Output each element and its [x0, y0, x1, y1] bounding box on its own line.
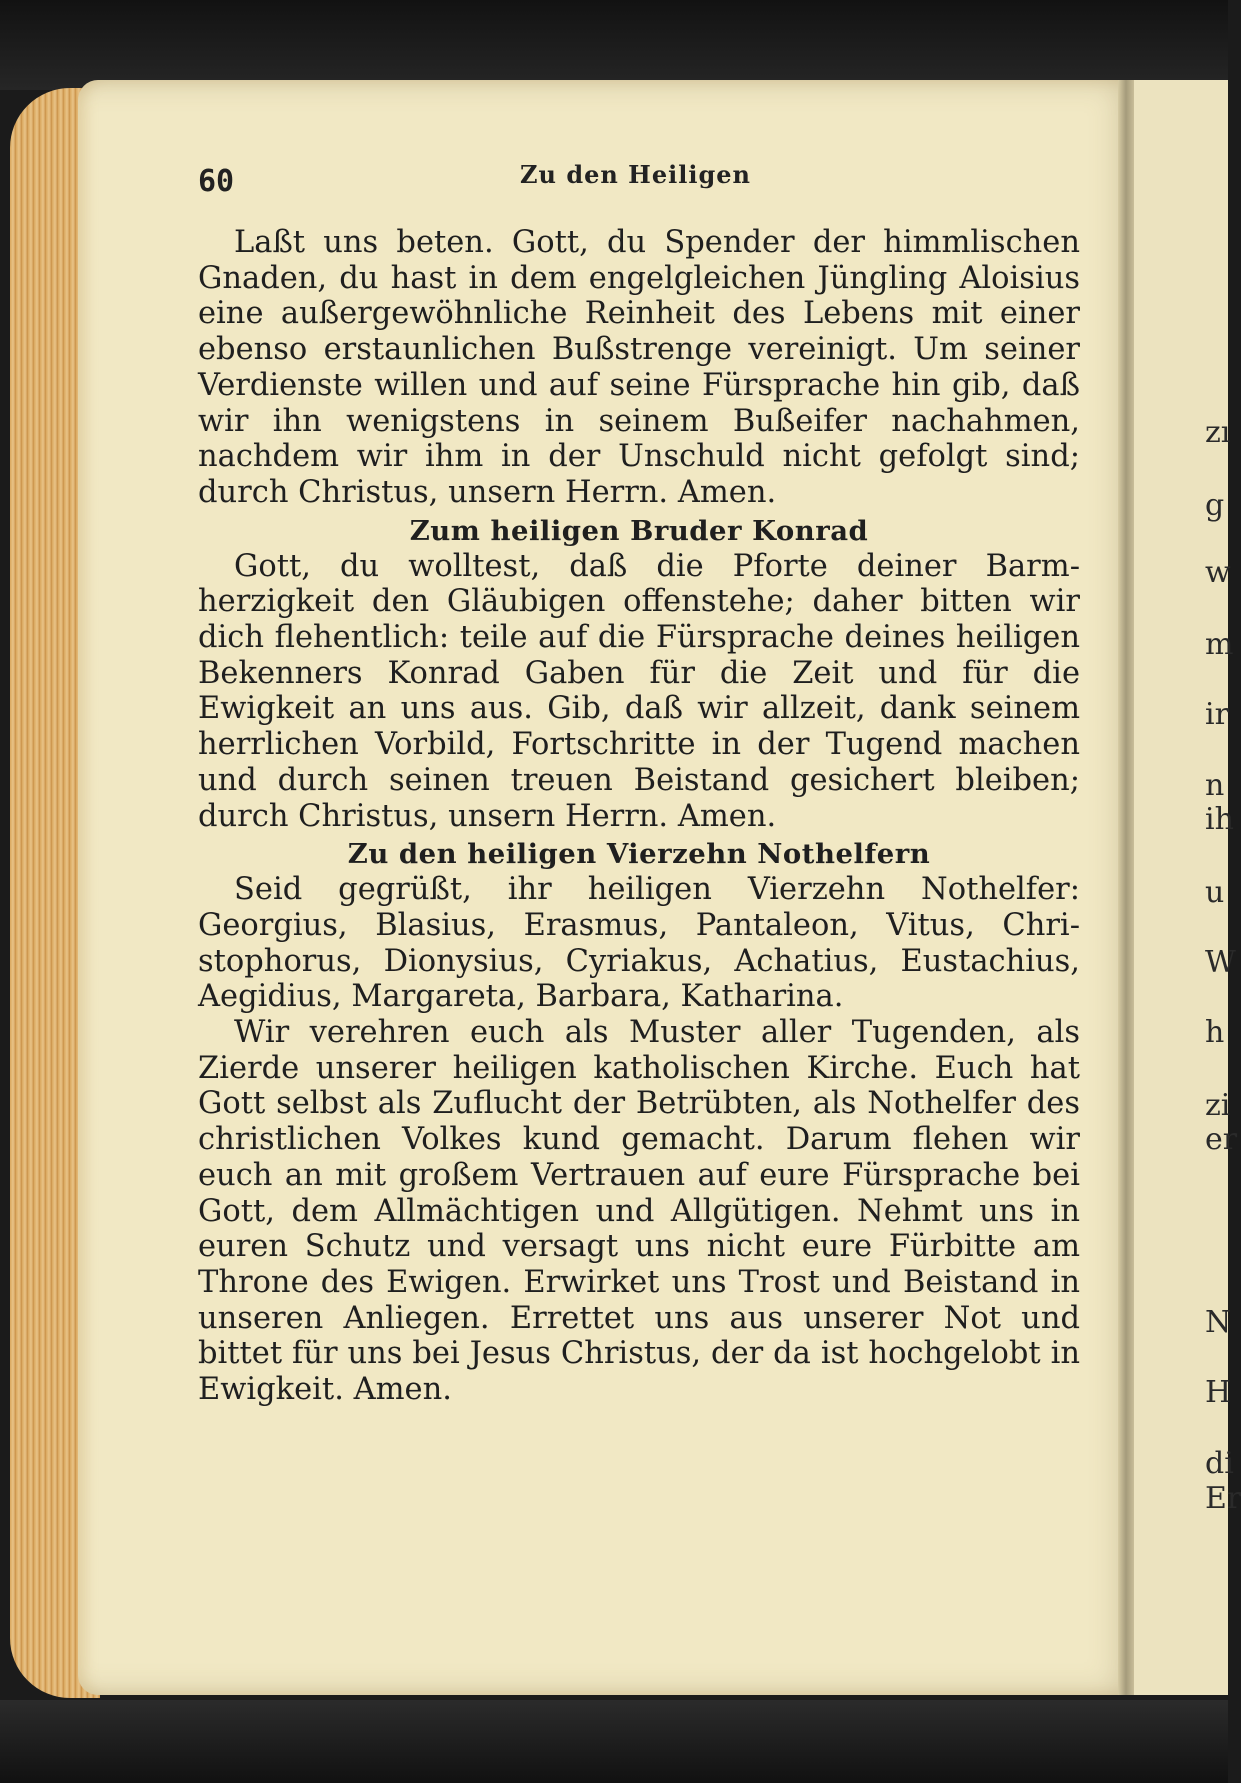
page-number: 60	[198, 164, 235, 199]
facing-line: zı	[1205, 415, 1231, 450]
book-cover-bottom	[0, 1700, 1228, 1783]
facing-line: n	[1205, 768, 1225, 803]
facing-line: h	[1205, 1015, 1225, 1050]
prayer-nothelfer-greeting: Seid gegrüßt, ihr heiligen Vierzehn Nothelfer: Georgius, Blasius, Erasmus, Pantaleon, Vitus, Christophorus, Dionysius, Cyriakus, Achatius, Eustachius, Aegidius, Margareta, Barbara, Katharina.	[198, 872, 1080, 1015]
facing-line: g	[1205, 488, 1225, 523]
page-text	[198, 225, 1080, 1408]
facing-line: ih	[1205, 802, 1234, 837]
facing-line: di	[1205, 1446, 1234, 1481]
heading-bruder-konrad: Zum heiligen Bruder Konrad	[409, 514, 869, 547]
prayer-aloisius: Laßt uns beten. Gott, du Spender der himmlischen Gnaden, du hast in dem engelgleichen Jüngling Aloisius eine außergewöhnliche Reinheit des Lebens mit einer ebenso erstaunlichen Bußstrenge vereinigt. Um seiner Verdienste willen und auf seine Fürsprache hin gib, daß wir ihn wenigstens in seinem Bußeifer nachahmen, nachdem wir ihm in der Unschuld nicht gefolgt sind; durch Christus, unsern Herrn. Amen.	[198, 225, 1080, 510]
facing-line: m	[1205, 627, 1234, 662]
heading-vierzehn-nothelfer: Zu den heiligen Vierzehn Nothelfern	[347, 838, 931, 871]
book-gutter	[1118, 80, 1134, 1695]
prayer-konrad: Gott, du wolltest, daß die Pforte deiner Barmherzigkeit den Gläubigen offenstehe; daher bitten wir dich flehentlich: teile auf die Fürsprache deines heiligen Bekenners Konrad Gaben für die Zeit und für die Ewigkeit an uns aus. Gib, daß wir allzeit, dank seinem herrlichen Vorbild, Fortschritte in der Tugend machen und durch seinen treuen Beistand gesichert bleiben; durch Christus, unsern Herrn. Amen.	[198, 548, 1080, 834]
facing-line: w	[1205, 555, 1231, 590]
book-cover-top	[0, 0, 1228, 90]
facing-line: ir	[1205, 697, 1229, 732]
running-head	[198, 160, 1078, 200]
facing-line: H	[1205, 1375, 1232, 1410]
facing-line: Er	[1205, 1481, 1241, 1516]
prayer-nothelfer-petition: Wir verehren euch als Muster aller Tugenden, als Zierde unserer heiligen katholischen Kirche. Euch hat Gott selbst als Zuflucht der Betrübten, als Nothelfer des christlichen Volkes kund gemacht. Darum flehen wir euch an mit großem Vertrauen auf eure Fürsprache bei Gott, dem Allmächtigen und Allgütigen. Nehmt uns in euren Schutz und versagt uns nicht eure Fürbitte am Throne des Ewigen. Erwirket uns Trost und Beistand in unseren Anliegen. Errettet uns aus unserer Not und bittet für uns bei Jesus Christus, der da ist hochgelobt in Ewigkeit. Amen.	[198, 1015, 1080, 1408]
facing-line: u	[1205, 875, 1225, 910]
facing-line: er	[1205, 1122, 1238, 1157]
facing-line: N	[1205, 1305, 1232, 1340]
facing-line: zi	[1205, 1088, 1231, 1123]
facing-line: W	[1205, 945, 1236, 980]
running-title: Zu den Heiligen	[520, 160, 751, 189]
